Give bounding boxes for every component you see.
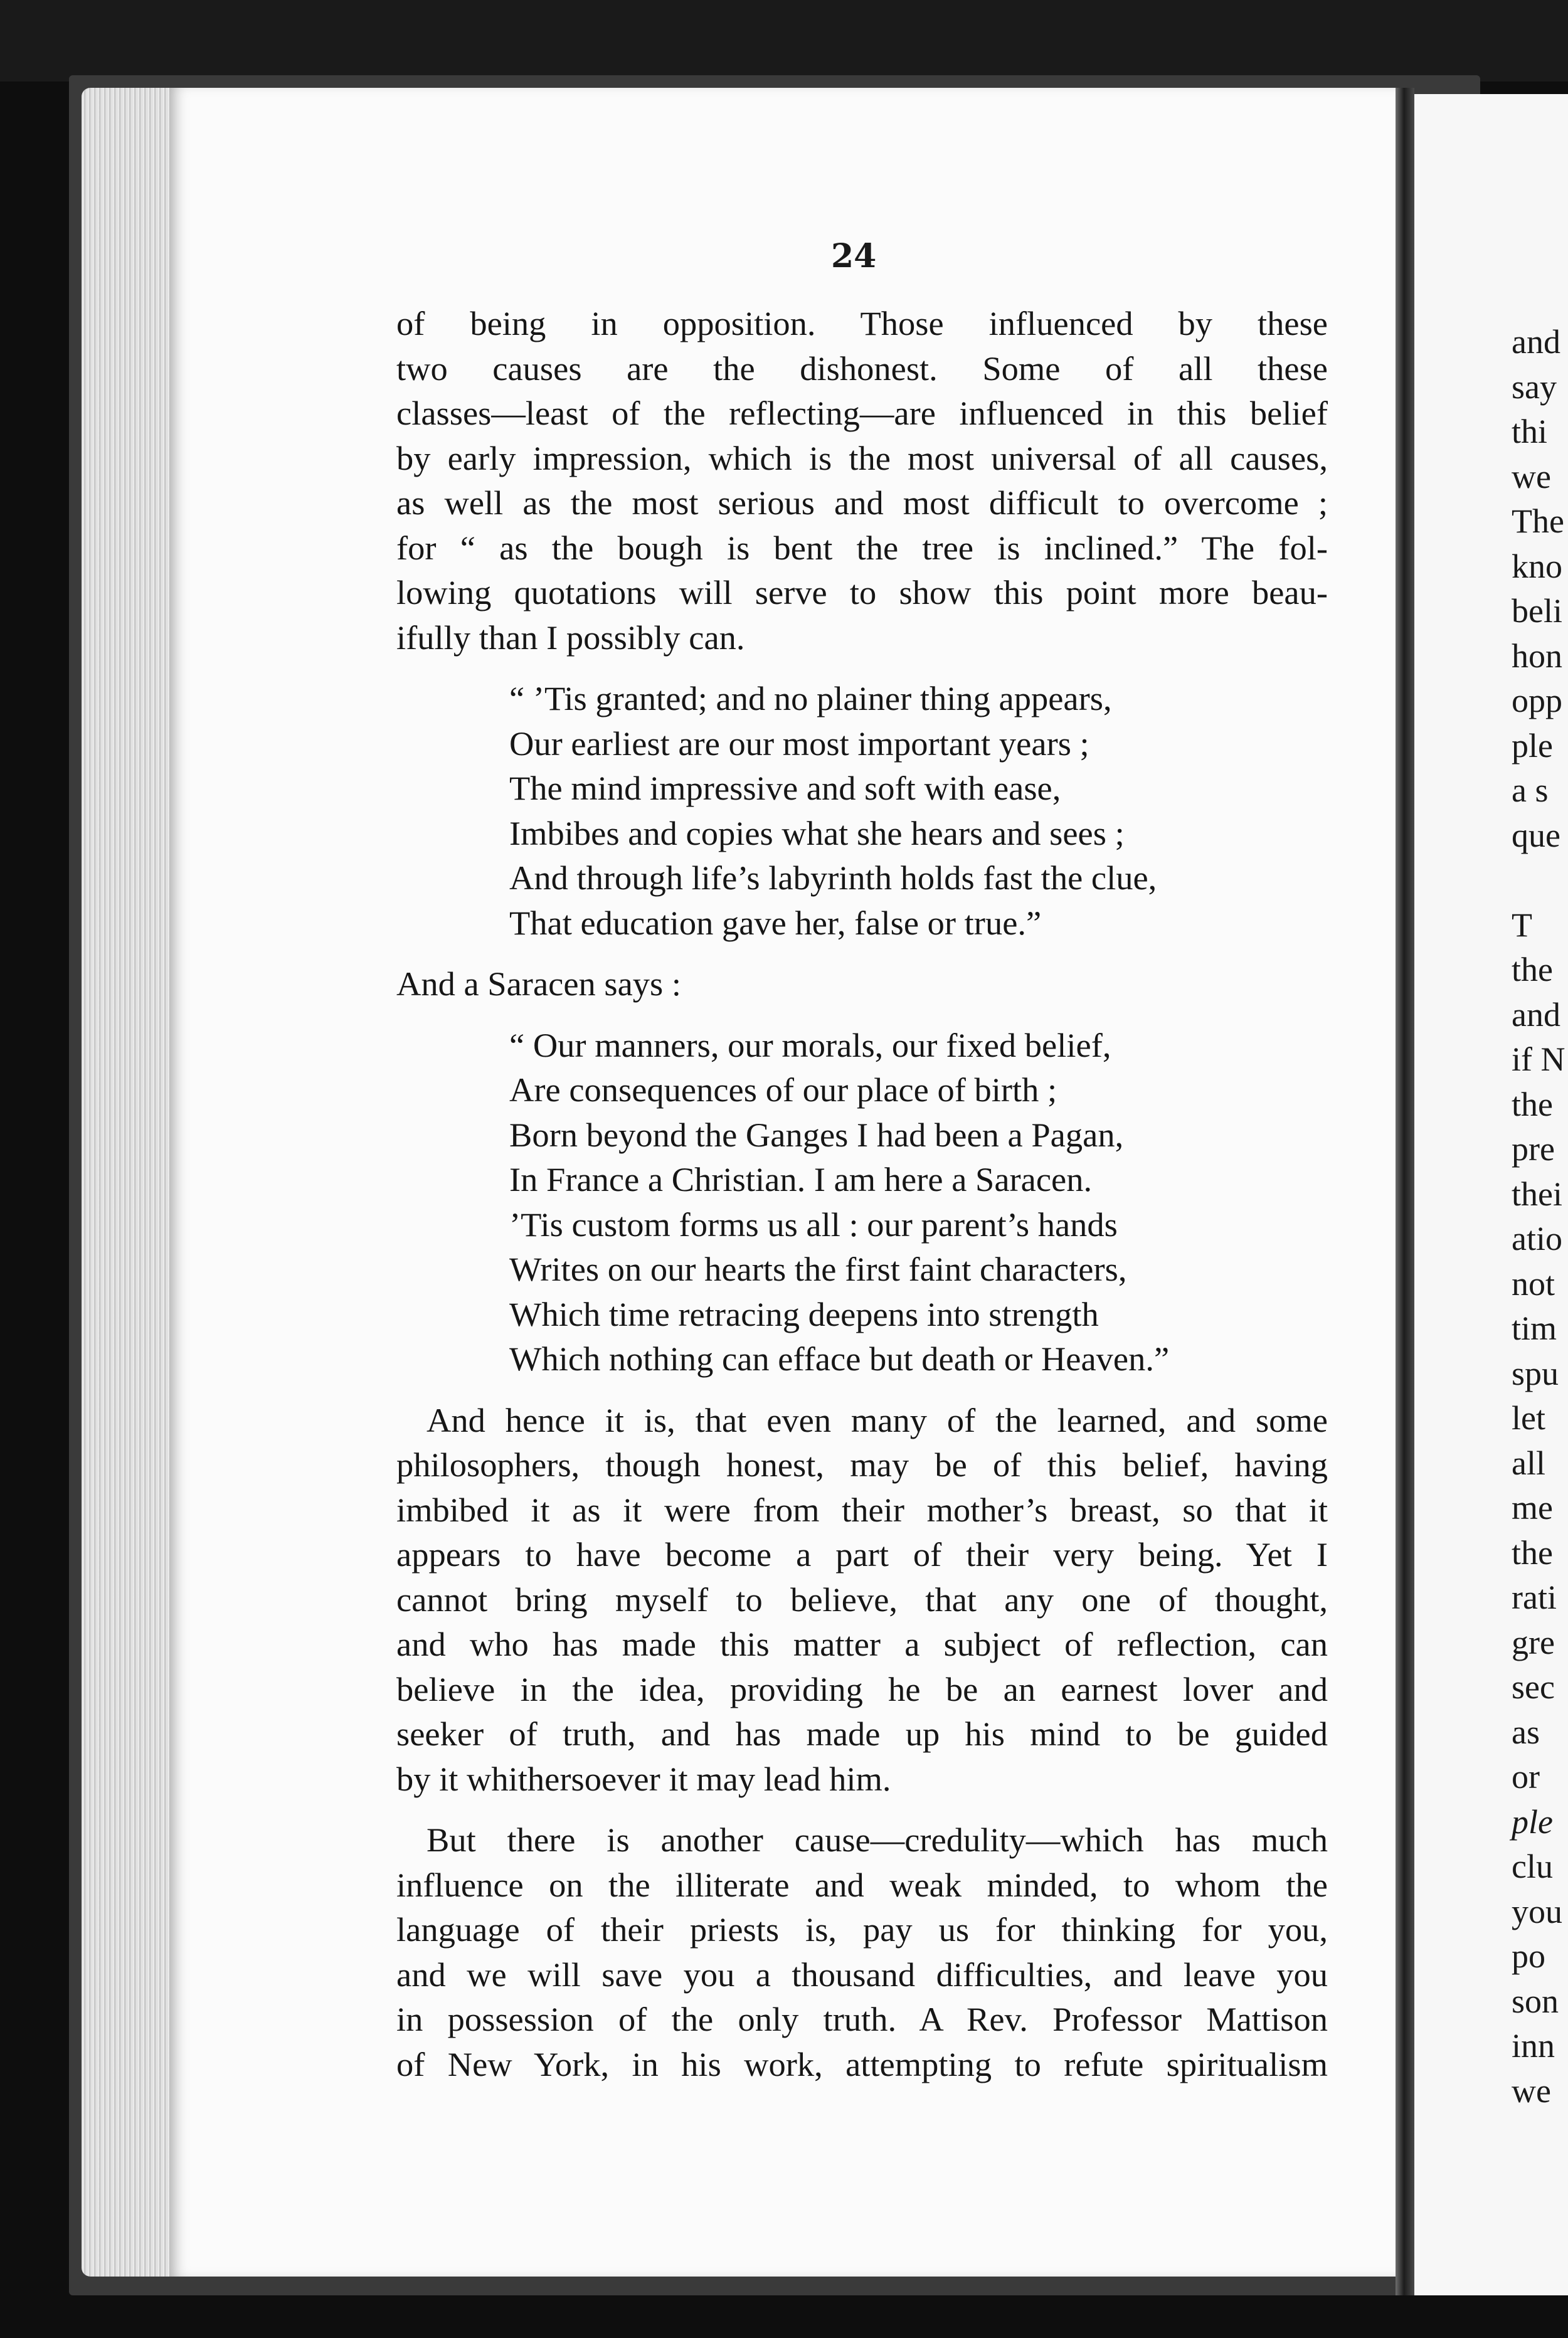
- fragment-line: the: [1512, 1533, 1553, 1572]
- verse-line: Writes on our hearts the first faint characters,: [509, 1250, 1127, 1288]
- verse-line: Which time retracing deepens into strength: [509, 1294, 1099, 1333]
- verse-line: Which nothing can efface but death or Heaven.”: [509, 1340, 1170, 1378]
- text-line: language of their priests is, pay us for thinking for you,: [396, 1910, 1328, 1949]
- fragment-line: que: [1512, 816, 1560, 854]
- fragment-line: a s: [1512, 771, 1549, 809]
- fragment-line: thi: [1512, 413, 1548, 450]
- verse-line: “ Our manners, our morals, our fixed belief,: [509, 1025, 1111, 1064]
- fragment-line: we: [1512, 2071, 1551, 2110]
- verse-line: And through life’s labyrinth holds fast the clue,: [509, 859, 1157, 897]
- page-number: 24: [831, 237, 877, 275]
- verse-line: “ ’Tis granted; and no plainer thing appears,: [509, 679, 1112, 717]
- fragment-line: as: [1512, 1713, 1540, 1751]
- text-line: cannot bring myself to believe, that any one of thought,: [396, 1580, 1328, 1619]
- fragment-line: pre: [1512, 1130, 1555, 1168]
- fragment-line: the: [1512, 1085, 1553, 1123]
- fragment-line: beli: [1512, 592, 1562, 630]
- text-line: of New York, in his work, attempting to refute spiritualism: [396, 2044, 1328, 2083]
- text-line: And hence it is, that even many of the learned, and some: [426, 1400, 1328, 1439]
- fragment-line: ple: [1512, 726, 1553, 764]
- fragment-line: hon: [1512, 637, 1562, 675]
- text-line: ifully than I possibly can.: [396, 618, 745, 657]
- fragment-line: the: [1512, 951, 1553, 988]
- fragment-line: gre: [1512, 1623, 1555, 1661]
- fragment-line: and: [1512, 995, 1560, 1034]
- text-line: in possession of the only truth. A Rev. Professor Mattison: [396, 2000, 1328, 2038]
- fragment-line: spu: [1512, 1354, 1559, 1392]
- text-line: classes—least of the reflecting—are influenced in this belief: [396, 394, 1328, 432]
- fragment-line: if N: [1512, 1040, 1565, 1078]
- fragment-line: clu: [1512, 1848, 1553, 1885]
- verse-line: In France a Christian. I am here a Saracen.: [509, 1160, 1093, 1198]
- paragraph-2: [396, 1398, 1328, 1802]
- text-line: philosophers, though honest, may be of this belief, having: [396, 1446, 1328, 1484]
- fragment-line: opp: [1512, 682, 1562, 719]
- fragment-line: ple: [1512, 1802, 1553, 1841]
- text-line: influence on the illiterate and weak minded, to whom the: [396, 1865, 1328, 1904]
- verse-line: The mind impressive and soft with ease,: [509, 769, 1061, 807]
- fragment-line: son: [1512, 1982, 1559, 2020]
- verse-line: Are consequences of our place of birth ;: [509, 1071, 1057, 1109]
- fragment-line: me: [1512, 1489, 1553, 1526]
- book-gutter: [1396, 88, 1414, 2295]
- fragment-line: T: [1512, 906, 1532, 944]
- text-line: as well as the most serious and most difficult to overcome ;: [396, 484, 1328, 522]
- fragment-line: The: [1512, 502, 1564, 540]
- fragment-line: rati: [1512, 1579, 1557, 1616]
- text-line: But there is another cause—credulity—which has much: [426, 1821, 1328, 1859]
- fragment-line: thei: [1512, 1175, 1562, 1213]
- text-line: lowing quotations will serve to show this point more beau-: [396, 573, 1328, 611]
- fragment-line: all: [1512, 1444, 1545, 1482]
- fragment-line: say: [1512, 368, 1557, 406]
- page-text: [396, 301, 1328, 2087]
- text-line: by early impression, which is the most universal of all causes,: [396, 438, 1328, 477]
- fragment-line: kno: [1512, 547, 1562, 585]
- text-line: two causes are the dishonest. Some of all these: [396, 349, 1328, 388]
- text-line: and we will save you a thousand difficulties, and leave you: [396, 1955, 1328, 1994]
- text-line: for “ as the bough is bent the tree is inclined.” The fol-: [396, 528, 1328, 567]
- paragraph-3: [396, 1817, 1328, 2087]
- text-line: by it whithersoever it may lead him.: [396, 1759, 891, 1798]
- fragment-line: let: [1512, 1399, 1545, 1437]
- text-line: of being in opposition. Those influenced by these: [396, 304, 1328, 342]
- fragment-line: tim: [1512, 1309, 1557, 1347]
- saracen-intro: And a Saracen says :: [396, 965, 682, 1003]
- fragment-line: or: [1512, 1758, 1540, 1796]
- verse-line: Imbibes and copies what she hears and sees ;: [509, 813, 1125, 852]
- text-line: appears to have become a part of their very being. Yet I: [396, 1535, 1328, 1574]
- paragraph-1: [396, 301, 1328, 660]
- text-line: and who has made this matter a subject of reflection, can: [396, 1625, 1328, 1663]
- text-line: imbibed it as it were from their mother’s breast, so that it: [396, 1490, 1328, 1529]
- fragment-line: inn: [1512, 2027, 1555, 2065]
- fragment-line: you: [1512, 1892, 1562, 1930]
- fragment-line: atio: [1512, 1220, 1562, 1257]
- verse-quotation-2: [396, 1023, 1328, 1382]
- fragment-line: we: [1512, 457, 1551, 495]
- verse-line: That education gave her, false or true.”: [509, 903, 1042, 942]
- fragment-line: not: [1512, 1264, 1555, 1303]
- verse-line: Born beyond the Ganges I had been a Pagan,: [509, 1115, 1124, 1154]
- fragment-line: [1512, 858, 1565, 903]
- scan-border: [0, 0, 1568, 82]
- verse-line: Our earliest are our most important years ;: [509, 724, 1089, 763]
- right-page-text-fragments: [1512, 320, 1565, 2113]
- fragment-line: sec: [1512, 1668, 1555, 1706]
- text-line: believe in the idea, providing he be an earnest lover and: [396, 1669, 1328, 1708]
- fragment-line: po: [1512, 1937, 1545, 1975]
- fragment-line: and: [1512, 323, 1560, 361]
- text-line: seeker of truth, and has made up his mind to be guided: [396, 1715, 1328, 1753]
- verse-line: ’Tis custom forms us all : our parent’s hands: [509, 1205, 1118, 1244]
- verse-quotation-1: [396, 676, 1328, 945]
